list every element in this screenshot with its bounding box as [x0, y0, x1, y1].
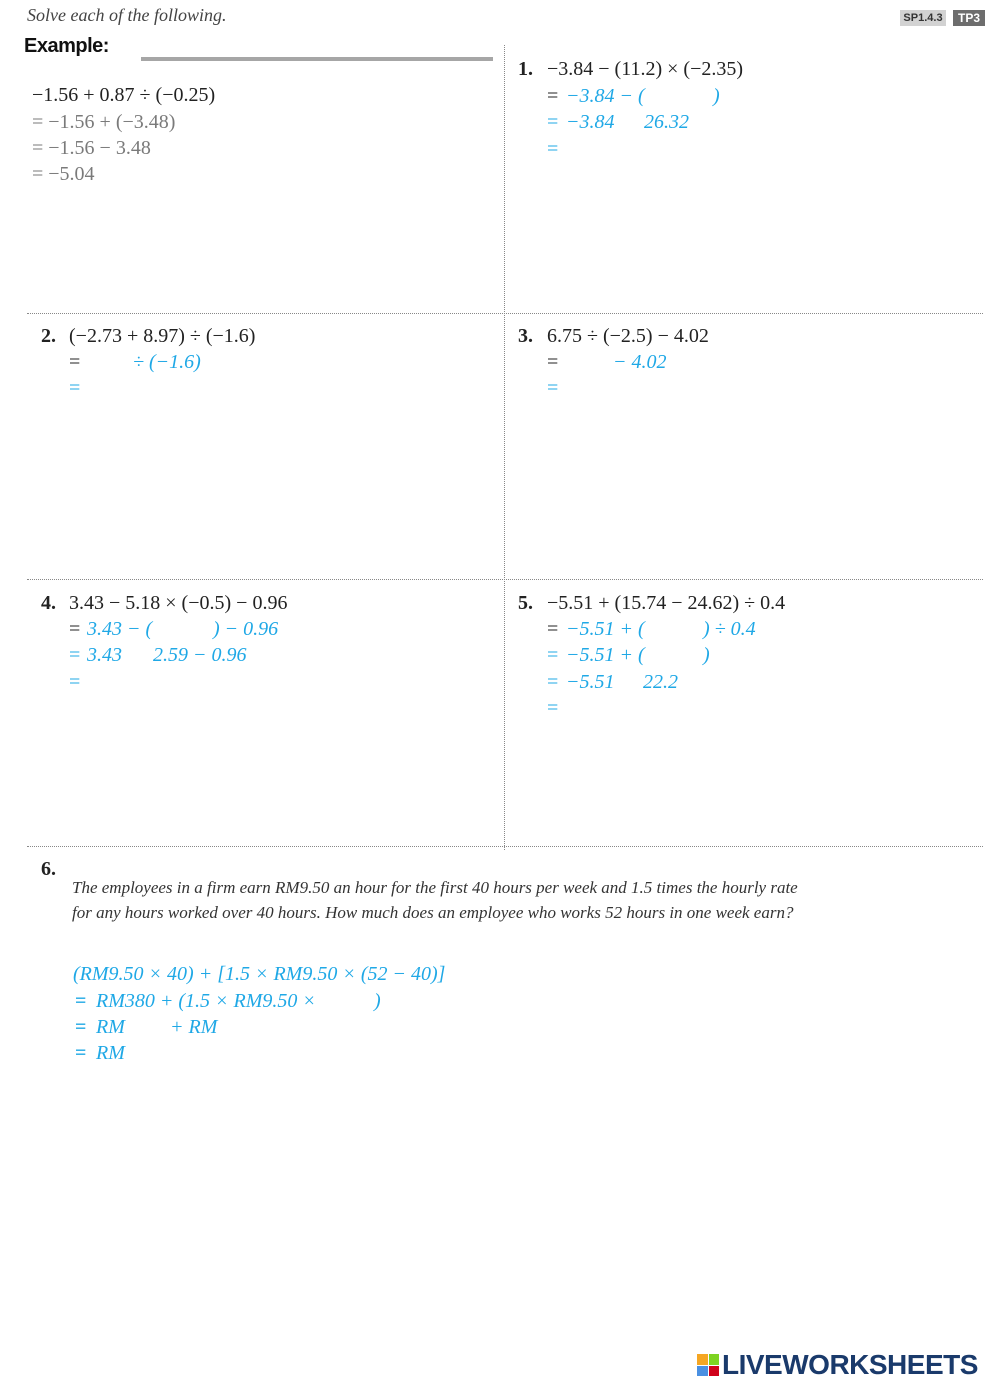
q5-final-blank[interactable]	[566, 698, 706, 720]
q4-eq: =	[69, 618, 81, 640]
q1-step1-close: )	[713, 85, 720, 107]
q5-step2b: )	[703, 644, 710, 666]
q5-step1b: ) ÷ 0.4	[703, 618, 756, 640]
horizontal-divider-3	[27, 846, 983, 847]
q1-eq: =	[547, 85, 559, 107]
q4-number: 4.	[41, 592, 56, 614]
q4-step2-eq: =	[69, 644, 81, 666]
q6-work-line-2-eq: =	[75, 990, 87, 1012]
q6-answer-blank-3[interactable]	[226, 1017, 286, 1039]
horizontal-divider-2	[27, 579, 983, 580]
q5-eq: =	[547, 618, 559, 640]
q2-answer-blank-1[interactable]	[86, 352, 130, 374]
q3-eq: =	[547, 351, 559, 373]
q5-number: 5.	[518, 592, 533, 614]
q5-step3-eq: =	[547, 671, 559, 693]
q3-final-blank[interactable]	[565, 378, 705, 400]
instruction-text: Solve each of the following.	[27, 5, 227, 25]
q6-work-line-3b: + RM	[170, 1016, 218, 1038]
q1-final-blank[interactable]	[566, 139, 716, 161]
q4-step1b: ) − 0.96	[213, 618, 279, 640]
q2-eq: =	[69, 351, 81, 373]
q4-final-blank[interactable]	[87, 672, 227, 694]
q6-work-line-4: RM	[96, 1042, 125, 1064]
q1-step3-eq: =	[547, 138, 559, 160]
q4-step2b: 2.59 − 0.96	[153, 644, 247, 666]
q4-step2a: 3.43	[87, 644, 122, 666]
example-line-1: −1.56 + 0.87 ÷ (−0.25)	[32, 84, 216, 106]
q4-step1a: 3.43 − (	[87, 618, 153, 640]
q6-answer-blank-2[interactable]	[131, 1017, 167, 1039]
q6-number: 6.	[41, 858, 56, 880]
vertical-divider	[504, 45, 505, 850]
q1-expression: −3.84 − (11.2) × (−2.35)	[547, 58, 744, 80]
example-line-2: = −1.56 + (−3.48)	[32, 111, 176, 133]
q4-step3-eq: =	[69, 671, 81, 693]
q1-answer-blank-1[interactable]	[600, 86, 708, 108]
q6-work-line-2: RM380 + (1.5 × RM9.50 ×	[96, 990, 316, 1012]
q6-final-blank[interactable]	[131, 1043, 221, 1065]
q6-work-line-2-close: )	[374, 990, 381, 1012]
tp-badge: TP3	[953, 10, 985, 26]
q2-number: 2.	[41, 325, 56, 347]
example-line-4: = −5.04	[32, 163, 95, 185]
horizontal-divider-1	[27, 313, 983, 314]
q5-step2a: −5.51 + (	[566, 644, 645, 666]
q6-text-line-1: The employees in a firm earn RM9.50 an hour for the first 40 hours per week and 1.5 times the hourly rate	[72, 878, 798, 897]
q5-step3a: −5.51	[566, 671, 615, 693]
q4-answer-blank-1[interactable]	[162, 619, 210, 641]
q1-step2a: −3.84	[566, 111, 615, 133]
q5-operator-blank[interactable]	[620, 672, 640, 694]
q5-answer-blank-2[interactable]	[655, 645, 701, 667]
q2-step2-eq: =	[69, 377, 81, 399]
q5-answer-blank-1[interactable]	[655, 619, 701, 641]
q5-step1a: −5.51 + (	[566, 618, 645, 640]
example-title: Example:	[24, 35, 109, 57]
example-underline	[141, 57, 493, 61]
q1-operator-blank[interactable]	[622, 112, 642, 134]
q1-step2b: 26.32	[644, 111, 689, 133]
q6-work-line-3-eq: =	[75, 1016, 87, 1038]
q4-operator-blank[interactable]	[131, 645, 151, 667]
q3-step1: − 4.02	[613, 351, 667, 373]
q3-step2-eq: =	[547, 377, 559, 399]
liveworksheets-logo-icon	[697, 1354, 719, 1376]
q5-step2-eq: =	[547, 644, 559, 666]
q3-expression: 6.75 ÷ (−2.5) − 4.02	[547, 325, 709, 347]
q2-expression: (−2.73 + 8.97) ÷ (−1.6)	[69, 325, 256, 347]
q6-answer-blank-1[interactable]	[346, 991, 372, 1013]
q5-step3b: 22.2	[643, 671, 678, 693]
q6-work-line-1: (RM9.50 × 40) + [1.5 × RM9.50 × (52 − 40)]	[73, 963, 446, 985]
q5-expression: −5.51 + (15.74 − 24.62) ÷ 0.4	[547, 592, 786, 614]
q2-final-blank[interactable]	[86, 378, 226, 400]
q2-step1: ÷ (−1.6)	[133, 351, 201, 373]
q1-number: 1.	[518, 58, 533, 80]
q5-step4-eq: =	[547, 697, 559, 719]
q4-expression: 3.43 − 5.18 × (−0.5) − 0.96	[69, 592, 288, 614]
q1-step1: −3.84 − (	[566, 85, 645, 107]
liveworksheets-logo-text: LIVEWORKSHEETS	[722, 1349, 978, 1380]
q3-answer-blank-1[interactable]	[565, 352, 609, 374]
q6-text-line-2: for any hours worked over 40 hours. How much does an employee who works 52 hours in one week earn?	[72, 903, 794, 922]
liveworksheets-logo	[697, 1348, 978, 1382]
q1-step2-eq: =	[547, 111, 559, 133]
q3-number: 3.	[518, 325, 533, 347]
q6-work-line-4-eq: =	[75, 1042, 87, 1064]
example-line-3: = −1.56 − 3.48	[32, 137, 151, 159]
q6-work-line-3a: RM	[96, 1016, 125, 1038]
sp-badge: SP1.4.3	[900, 10, 946, 26]
